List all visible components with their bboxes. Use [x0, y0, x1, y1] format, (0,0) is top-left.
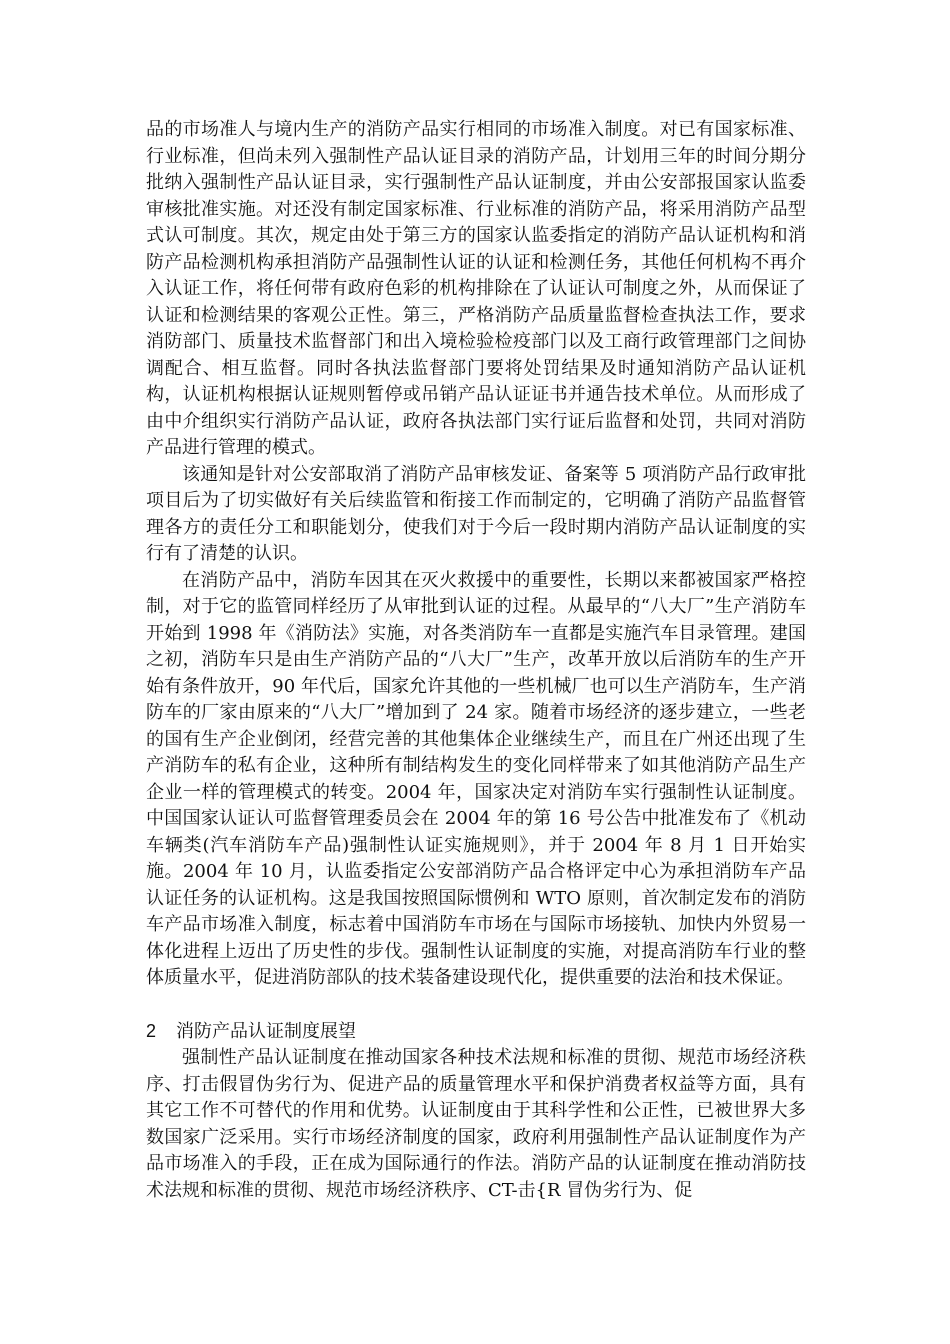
section-number: 2 [146, 1020, 157, 1041]
paragraph-continuation: 品的市场准人与境内生产的消防产品实行相同的市场准入制度。对已有国家标准、行业标准，但尚未列入强制性产品认证目录的消防产品，计划用三年的时间分期分批纳入强制性产品认证目录，实行强制性产品认证制度，并由公安部报国家认监委审核批准实施。对还没有制定国家标准、行业标准的消防产品，将采用消防产品型式认可制度。其次，规定由处于第三方的国家认监委指定的消防产品认证机构和消防产品检测机构承担消防产品强制性认证的认证和检测任务，其他任何机构不再介入认证工作，将任何带有政府色彩的机构排除在了认证认可制度之外，从而保证了认证和检测结果的客观公正性。第三，严格消防产品质量监督检查执法工作，要求消防部门、质量技术监督部门和出入境检验检疫部门以及工商行政管理部门之间协调配合、相互监督。同时各执法监督部门要将处罚结果及时通知消防产品认证机构，认证机构根据认证规则暂停或吊销产品认证证书并通告技术单位。从而形成了由中介组织实行消防产品认证，政府各执法部门实行证后监督和处罚，共同对消防产品进行管理的模式。 [146, 119, 806, 458]
section-heading [146, 1018, 806, 1046]
paragraph-fire-truck: 在消防产品中，消防车因其在灭火救援中的重要性，长期以来都被国家严格控制，对于它的监管同样经历了从审批到认证的过程。从最早的“八大厂”生产消防车开始到 1998 年《消防法》实施，对各类消防车一直都是实施汽车目录管理。建国之初，消防车只是由生产消防产品的“八大厂”生产，改革开放以后消防车的生产开始有条件放开，90 年代后，国家允许其他的一些机械厂也可以生产消防车，生产消防车的厂家由原来的“八大厂”增加到了 24 家。随着市场经济的逐步建立，一些老的国有生产企业倒闭，经营完善的其他集体企业继续生产，而且在广州还出现了生产消防车的私有企业，这种所有制结构发生的变化同样带来了如其他消防产品生产企业一样的管理模式的转变。2004 年，国家决定对消防车实行强制性认证制度。中国国家认证认可监督管理委员会在 2004 年的第 16 号公告中批准发布了《机动车辆类(汽车消防车产品)强制性认证实施规则》，并于 2004 年 8 月 1 日开始实施。2004 年 10 月，认监委指定公安部消防产品合格评定中心为承担消防车产品认证任务的认证机构。这是我国按照国际惯例和 WTO 原则，首次制定发布的消防车产品市场准入制度，标志着中国消防车市场在与国际市场接轨、加快内外贸易一体化进程上迈出了历史性的步伐。强制性认证制度的实施，对提高消防车行业的整体质量水平，促进消防部队的技术装备建设现代化，提供重要的法治和技术保证。 [146, 569, 806, 988]
section-spacer [146, 992, 806, 1018]
section-title: 消防产品认证制度展望 [176, 1020, 356, 1042]
document-body [146, 117, 806, 1204]
paragraph-notice: 该通知是针对公安部取消了消防产品审核发证、备案等 5 项消防产品行政审批项目后为了切实做好有关后续监管和衔接工作而制定的，它明确了消防产品监督管理各方的责任分工和职能划分，使我们对于今后一段时期内消防产品认证制度的实行有了清楚的认识。 [146, 463, 806, 564]
paragraph-outlook: 强制性产品认证制度在推动国家各种技术法规和标准的贯彻、规范市场经济秩序、打击假冒伪劣行为、促进产品的质量管理水平和保护消费者权益等方面，具有其它工作不可替代的作用和优势。认证制度由于其科学性和公正性，已被世界大多数国家广泛采用。实行市场经济制度的国家，政府利用强制性产品认证制度作为产品市场准入的手段，正在成为国际通行的作法。消防产品的认证制度在推动消防技术法规和标准的贯彻、规范市场经济秩序、CT-击{R 冒伪劣行为、促 [146, 1047, 806, 1201]
